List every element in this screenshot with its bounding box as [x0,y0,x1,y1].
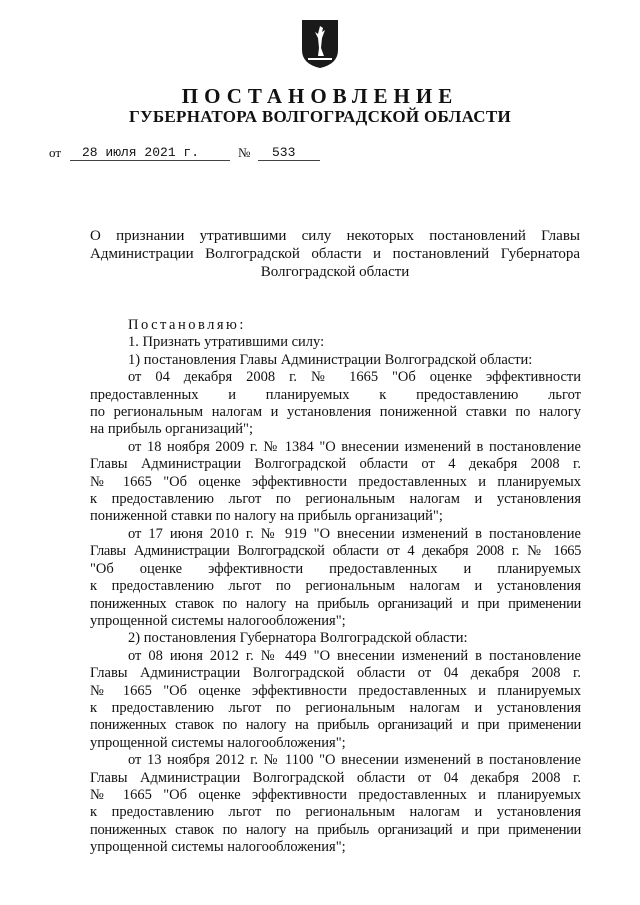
document-subtitle: ГУБЕРНАТОРА ВОЛГОГРАДСКОЙ ОБЛАСТИ [128,107,512,126]
paragraph: 1. Признать утратившими силу: [128,334,325,351]
paragraph-line: Главы Администрации Волгоградской области от 4 декабря 2008 г. № 1665 [90,543,581,560]
paragraph-line: № 1665 "Об оценке эффективности предоставленных и планируемых [90,786,581,803]
paragraph-line: пониженных ставок по налогу на прибыль организаций и при применении [90,821,581,838]
paragraph-line: к предоставлению льгот по региональным налогам и установления [90,699,581,716]
paragraph-line: пониженных ставок по налогу на прибыль организаций и при применении [90,595,581,612]
paragraph [90,648,581,752]
document-body [90,317,581,857]
paragraph-line: предоставленных и планируемых к предоставлению льгот [90,386,581,403]
paragraph-line: от 13 ноября 2012 г. № 1100 "О внесении изменений в постановление [128,752,581,769]
paragraph [90,526,581,630]
date-underline [70,160,230,161]
paragraph-line: к предоставлению льгот по региональным налогам и установления [90,804,581,821]
paragraph: 1) постановления Главы Администрации Волгоградской области: [128,351,533,368]
volgograd-emblem-icon [300,18,340,70]
paragraph-line: Главы Администрации Волгоградской области от 04 декабря 2008 г. [90,769,581,786]
paragraph-line: Главы Администрации Волгоградской области от 04 декабря 2008 г. [90,665,581,682]
paragraph-line: "Об оценке эффективности предоставленных и планируемых [90,560,581,577]
paragraph-line: № 1665 "Об оценке эффективности предоставленных и планируемых [90,473,581,490]
paragraph [90,439,581,526]
paragraph-line: от 04 декабря 2008 г. № 1665 "Об оценке эффективности [128,369,581,386]
paragraph-line: Главы Администрации Волгоградской области от 4 декабря 2008 г. [90,456,581,473]
paragraph-line: к предоставлению льгот по региональным налогам и установления [90,578,581,595]
paragraph-line: пониженных ставок по налогу на прибыль организаций и при применении [90,717,581,734]
paragraph-line: от 08 июня 2012 г. № 449 "О внесении изменений в постановление [128,647,581,664]
number-underline [258,160,320,161]
paragraph: 2) постановления Губернатора Волгоградской области: [128,630,468,647]
paragraph-line: упрощенной системы налогообложения"; [90,839,346,856]
subject-line: О признании утратившими силу некоторых постановлений Главы [90,228,580,244]
paragraph-line: к предоставлению льгот по региональным налогам и установления [90,491,581,508]
paragraph-line: № 1665 "Об оценке эффективности предоставленных и планируемых [90,682,581,699]
document-subject [90,227,580,281]
document-number: 533 [272,145,296,160]
paragraph-line: упрощенной системы налогообложения"; [90,734,346,751]
paragraph-line: пониженной ставки по налогу на прибыль организаций"; [90,508,443,525]
subject-line: Волгоградской области [260,264,410,280]
decree-word: Постановляю: [128,317,246,333]
date-prefix: от [49,145,62,160]
document-title: ПОСТАНОВЛЕНИЕ [181,84,459,108]
paragraph-line: по региональным налогам и установления пониженной ставки по налогу [90,404,581,421]
paragraph-line: на прибыль организаций"; [90,421,253,438]
paragraph-line: упрощенной системы налогообложения"; [90,612,346,629]
paragraph [90,369,581,439]
paragraph-line: от 18 ноября 2009 г. № 1384 "О внесении изменений в постановление [128,438,581,455]
document-date: 28 июля 2021 г. [82,145,200,160]
paragraph [90,752,581,856]
paragraph-line: от 17 июня 2010 г. № 919 "О внесении изменений в постановление [128,525,581,542]
subject-line: Администрации Волгоградской области и постановлений Губернатора [90,246,580,262]
number-prefix: № [238,145,251,160]
